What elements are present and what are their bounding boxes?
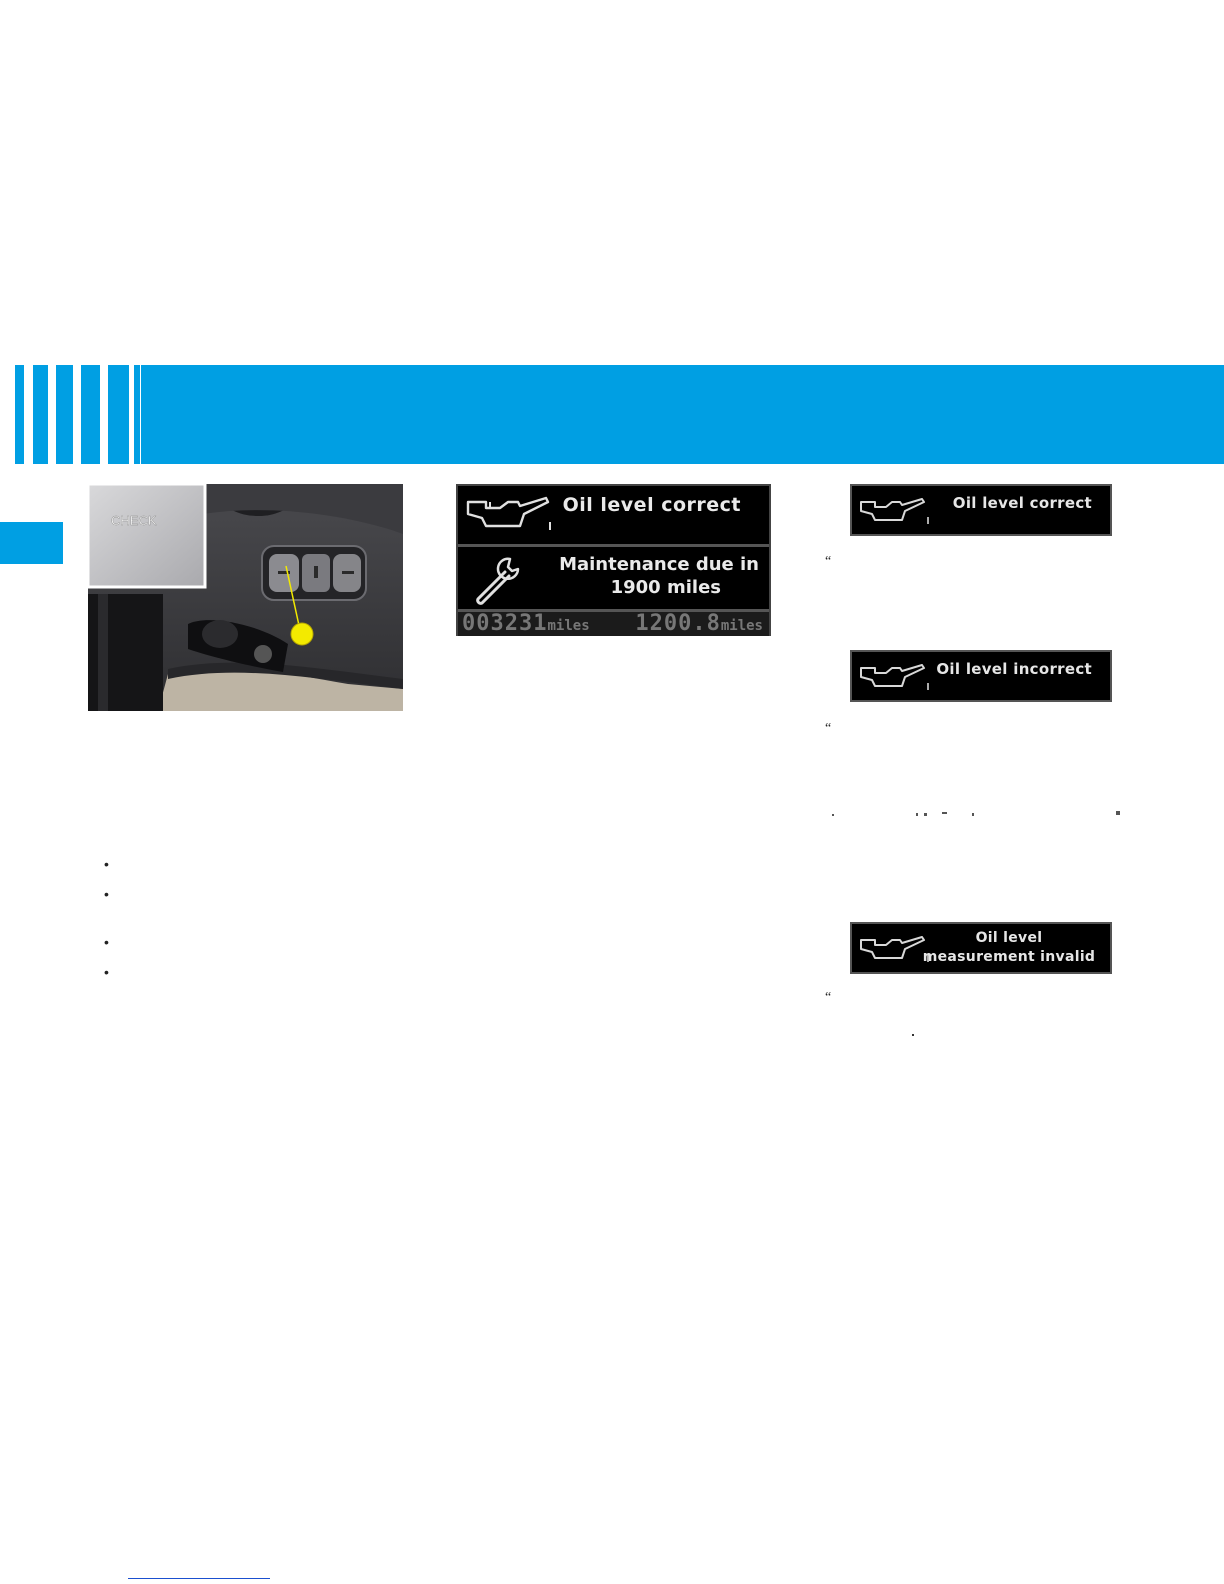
header-stripe: [33, 365, 48, 464]
oil-status-text: Oil level correct: [562, 494, 741, 516]
odometer-total-unit: miles: [547, 618, 590, 634]
footer-link-rule: [128, 1578, 270, 1579]
bullet-marker: •: [104, 856, 109, 872]
header-stripe: [134, 365, 140, 464]
dashboard-illustration: [88, 484, 403, 711]
oil-measurement-line-2: measurement invalid: [922, 949, 1096, 965]
oil-can-icon: [464, 496, 556, 536]
header-stripe: [108, 365, 129, 464]
oil-level-correct-display: [850, 484, 1112, 536]
header-stripe: [56, 365, 73, 464]
odometer-total-value: 003231: [462, 611, 548, 636]
oil-measurement-invalid-display: [850, 922, 1112, 974]
bullet-marker: •: [104, 934, 109, 950]
yellow-callout-circle: [291, 623, 313, 645]
odometer-trip-value: 1200.8: [635, 611, 721, 636]
oil-can-icon: [858, 664, 932, 694]
bullet-marker: •: [104, 886, 109, 902]
oil-level-incorrect-text: Oil level incorrect: [936, 660, 1092, 678]
odometer-row: [458, 612, 769, 636]
oil-measurement-line-1: Oil level: [975, 930, 1043, 946]
chapter-side-tab: [0, 522, 63, 564]
multifunction-display: [456, 484, 771, 636]
dashboard-photo: [88, 484, 403, 711]
faint-text-marks: [832, 810, 1132, 818]
maintenance-row: [458, 547, 769, 612]
maintenance-line-2: 1900 miles: [610, 577, 721, 598]
odometer-total: [462, 612, 590, 638]
oil-status-row: [458, 486, 769, 547]
open-quote: “: [825, 554, 832, 569]
odometer-trip: [635, 612, 763, 638]
oil-level-correct-text: Oil level correct: [952, 494, 1092, 512]
oil-level-incorrect-display: [850, 650, 1112, 702]
odometer-trip-unit: miles: [720, 618, 763, 634]
chapter-header-bar: [141, 365, 1224, 464]
wrench-icon: [472, 555, 522, 605]
check-label: CHECK: [111, 513, 157, 528]
maintenance-text: [539, 553, 759, 599]
oil-can-icon: [858, 498, 932, 528]
header-stripes: [15, 365, 140, 464]
bullet-marker: •: [104, 964, 109, 980]
header-stripe: [81, 365, 100, 464]
maintenance-line-1: Maintenance due in: [559, 554, 759, 575]
header-stripe: [15, 365, 24, 464]
open-quote: “: [825, 721, 832, 736]
oil-measurement-invalid-text: [914, 929, 1104, 967]
stray-dot: [912, 1034, 914, 1036]
open-quote: “: [825, 990, 832, 1005]
